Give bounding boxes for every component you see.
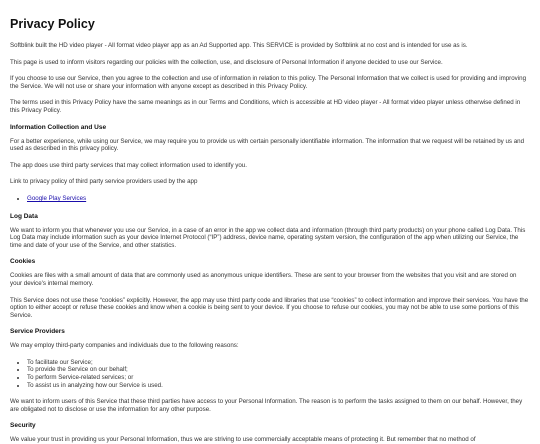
list-item: • To perform Service-related services; or <box>27 374 530 382</box>
intro-paragraph-3: If you choose to use our Service, then you agree to the collection and use of information in relation to this policy. The Personal Information that we collect is used for providing and improving the Service. We will not use or share your information with anyone except as described in this Privacy Policy. <box>10 75 527 90</box>
list-item: • To assist us in analyzing how our Service is used. <box>27 382 530 390</box>
page-title: Privacy Policy <box>10 17 95 31</box>
intro-paragraph-4: The terms used in this Privacy Policy have the same meanings as in our Terms and Conditions, which is accessible at HD video player - All format video player unless otherwise defined in this Privacy Policy. <box>10 99 521 114</box>
third-party-links-list <box>10 195 530 203</box>
list-item: • To provide the Service on our behalf; <box>27 366 530 374</box>
service-providers-reasons-list <box>10 359 530 389</box>
service-providers-paragraph-1: We may employ third-party companies and individuals due to the following reasons: <box>10 342 239 350</box>
section-heading-information-collection: Information Collection and Use <box>10 123 107 131</box>
intro-paragraph-1: Softblink built the HD video player - All format video player app as an Ad Supported app. This SERVICE is provided by Softblink at no cost and is intended for use as is. <box>10 42 468 49</box>
section-heading-service-providers: Service Providers <box>10 328 65 336</box>
info-collection-paragraph-2: The app does use third party services that may collect information used to identify you. <box>10 161 247 169</box>
info-collection-paragraph-1: For a better experience, while using our Service, we may require you to provide us with certain personally identifiable information. The information that we request will be retained by us and used as described in this privacy policy. <box>10 137 525 153</box>
section-heading-log-data: Log Data <box>10 212 38 220</box>
list-item: • To facilitate our Service; <box>27 359 530 367</box>
log-data-paragraph: We want to inform you that whenever you use our Service, in a case of an error in the app we collect data and information (through third party products) on your phone called Log Data. This Log Data may include information such as your device Internet Protocol (“IP”) address, device name, operating system version, the configuration of the app when utilizing our Service, the time and date of your use of the Service, and other statistics. <box>10 226 526 249</box>
google-play-services-link[interactable]: Google Play Services <box>27 194 87 202</box>
list-item <box>27 195 530 203</box>
section-heading-cookies: Cookies <box>10 258 36 266</box>
intro-paragraph-2: This page is used to inform visitors regarding our policies with the collection, use, and disclosure of Personal Information if anyone decided to use our Service. <box>10 58 443 66</box>
security-paragraph: We value your trust in providing us your Personal Information, thus we are striving to use commercially acceptable means of protecting it. But remember that no method of <box>10 436 476 444</box>
service-providers-paragraph-2: We want to inform users of this Service that these third parties have access to your Personal Information. The reason is to perform the tasks assigned to them on our behalf. However, they are obligated not to disclose or use the information for any other purpose. <box>10 398 523 413</box>
info-collection-paragraph-3: Link to privacy policy of third party service providers used by the app <box>10 178 198 186</box>
section-heading-security: Security <box>10 422 36 430</box>
cookies-paragraph-1: Cookies are files with a small amount of data that are commonly used as anonymous unique identifiers. These are sent to your browser from the websites that you visit and are stored on your device's internal memory. <box>10 272 517 287</box>
cookies-paragraph-2: This Service does not use these “cookies” explicitly. However, the app may use third party code and libraries that use “cookies” to collect information and improve their services. You have the option to either accept or refuse these cookies and know when a cookie is being sent to your device. If you choose to refuse our cookies, you may not be able to use some portions of this Service. <box>10 296 529 319</box>
privacy-policy-page <box>0 17 540 444</box>
